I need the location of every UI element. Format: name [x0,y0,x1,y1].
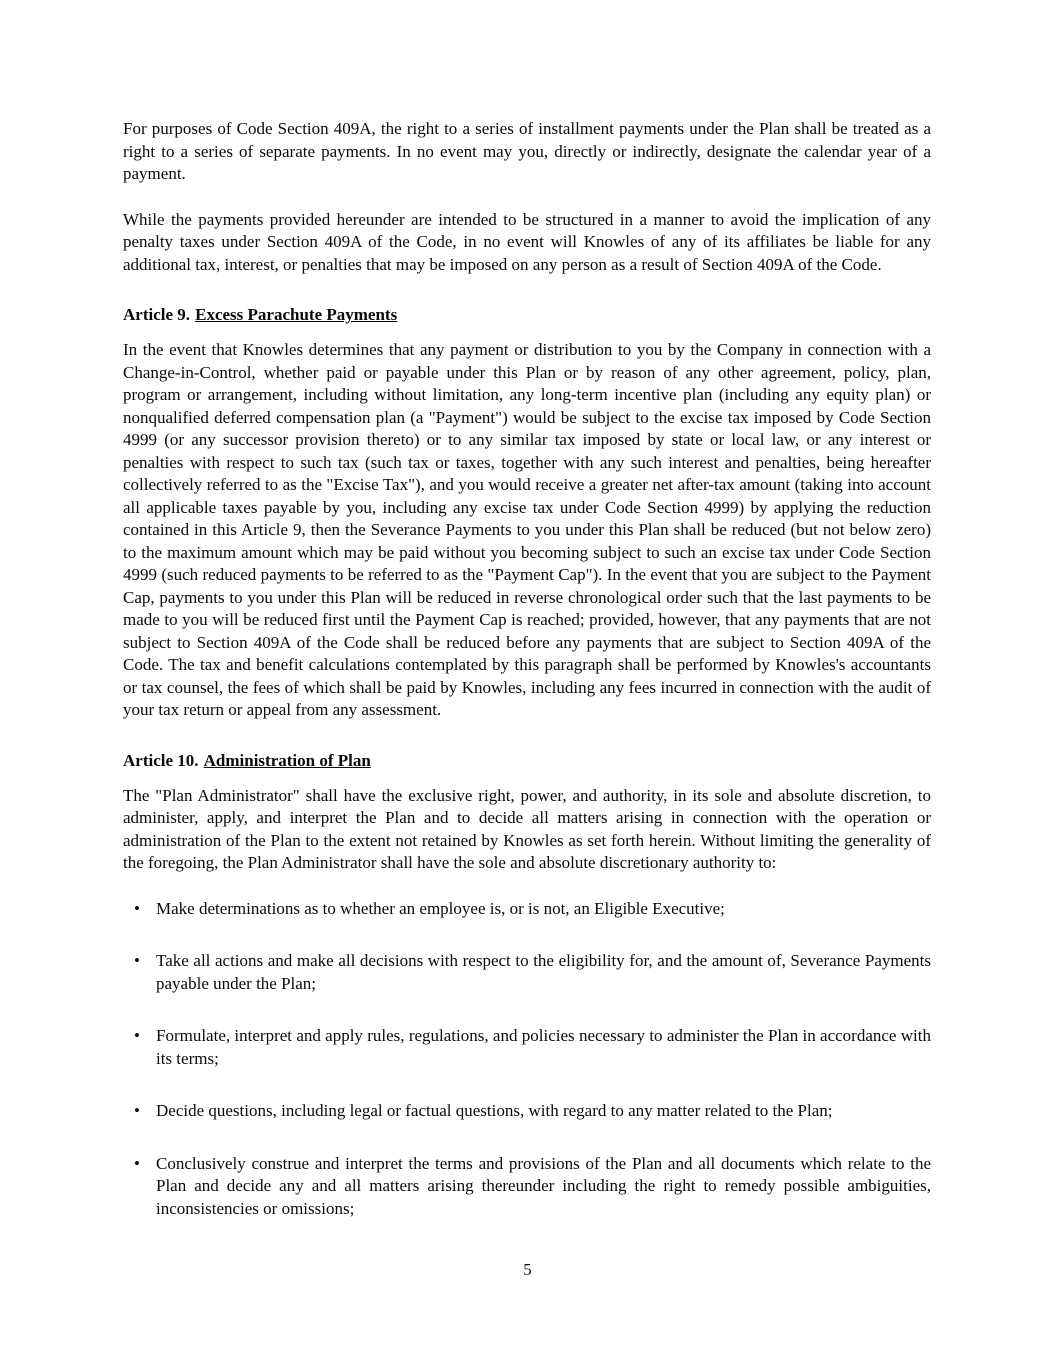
article-9-body: In the event that Knowles determines that any payment or distribution to you by the Company in connection with a Change-in-Control, whether paid or payable under this Plan or by reason of any other agreement, policy, plan, program or arrangement, including without limitation, any long-term incentive plan (including any equity plan) or nonqualified deferred compensation plan (a "Payment") would be subject to the excise tax imposed by Code Section 4999 (or any successor provision thereto) or to any similar tax imposed by state or local law, or any interest or penalties with respect to such tax (such tax or taxes, together with any such interest and penalties, being hereafter collectively referred to as the "Excise Tax"), and you would receive a greater net after-tax amount (taking into account all applicable taxes payable by you, including any excise tax under Code Section 4999) by applying the reduction contained in this Article 9, then the Severance Payments to you under this Plan shall be reduced (but not below zero) to the maximum amount which may be paid without you becoming subject to such an excise tax under Code Section 4999 (such reduced payments to be referred to as the "Payment Cap"). In the event that you are subject to the Payment Cap, payments to you under this Plan will be reduced in reverse chronological order such that the last payments to be made to you will be reduced first until the Payment Cap is reached; provided, however, that any payments that are not subject to Section 409A of the Code shall be reduced before any payments that are subject to Section 409A of the Code. The tax and benefit calculations contemplated by this paragraph shall be performed by Knowles's accountants or tax counsel, the fees of which shall be paid by Knowles, including any fees incurred in connection with the audit of your tax return or appeal from any assessment. [123,340,931,719]
bullet-text: Conclusively construe and interpret the terms and provisions of the Plan and all documents which relate to the Plan and decide any and all matters arising thereunder including the right to remedy possible ambiguities, inconsistencies or omissions; [156,1153,931,1218]
article-10-heading [123,749,931,772]
list-item [123,898,931,921]
bullet-icon: • [134,1153,140,1173]
bullet-text: Formulate, interpret and apply rules, regulations, and policies necessary to administer the Plan in accordance with its terms; [156,1026,931,1068]
bullet-icon: • [134,898,140,918]
article-9-title: Excess Parachute Payments [195,305,398,324]
article-10-label: Article 10. [123,750,199,770]
bullet-icon: • [134,1026,140,1045]
article-10-title: Administration of Plan [203,750,371,770]
bullet-text: Decide questions, including legal or factual questions, with regard to any matter related to the Plan; [156,1101,833,1120]
list-item [123,1153,931,1221]
bullet-text: Take all actions and make all decisions with respect to the eligibility for, and the amount of, Severance Payments payable under the Plan; [156,951,931,993]
list-item [123,950,931,995]
paragraph-409a-installments: For purposes of Code Section 409A, the right to a series of installment payments under the Plan shall be treated as a right to a series of separate payments. In no event may you, directly or indirectly, designate the calendar year of a payment. [123,119,931,183]
article-9-heading [123,303,931,326]
bullet-text: Make determinations as to whether an employee is, or is not, an Eligible Executive; [156,898,725,918]
article-10-body: The "Plan Administrator" shall have the exclusive right, power, and authority, in its sole and absolute discretion, to administer, apply, and interpret the Plan and to decide all matters arising in connection with the operation or administration of the Plan to the extent not retained by Knowles as set forth herein. Without limiting the generality of the foregoing, the Plan Administrator shall have the sole and absolute discretionary authority to: [123,785,931,872]
page-number: 5 [523,1259,532,1279]
article-9-label: Article 9. [123,305,191,324]
paragraph-409a-no-liability: While the payments provided hereunder are intended to be structured in a manner to avoid the implication of any penalty taxes under Section 409A of the Code, in no event will Knowles of any of its affiliates be liable for any additional tax, interest, or penalties that may be imposed on any person as a result of Section 409A of the Code. [123,209,931,274]
bullet-icon: • [134,951,140,970]
list-item [123,1100,931,1123]
admin-powers-bullet-list [123,898,931,1221]
bullet-icon: • [134,1101,140,1120]
list-item [123,1025,931,1070]
